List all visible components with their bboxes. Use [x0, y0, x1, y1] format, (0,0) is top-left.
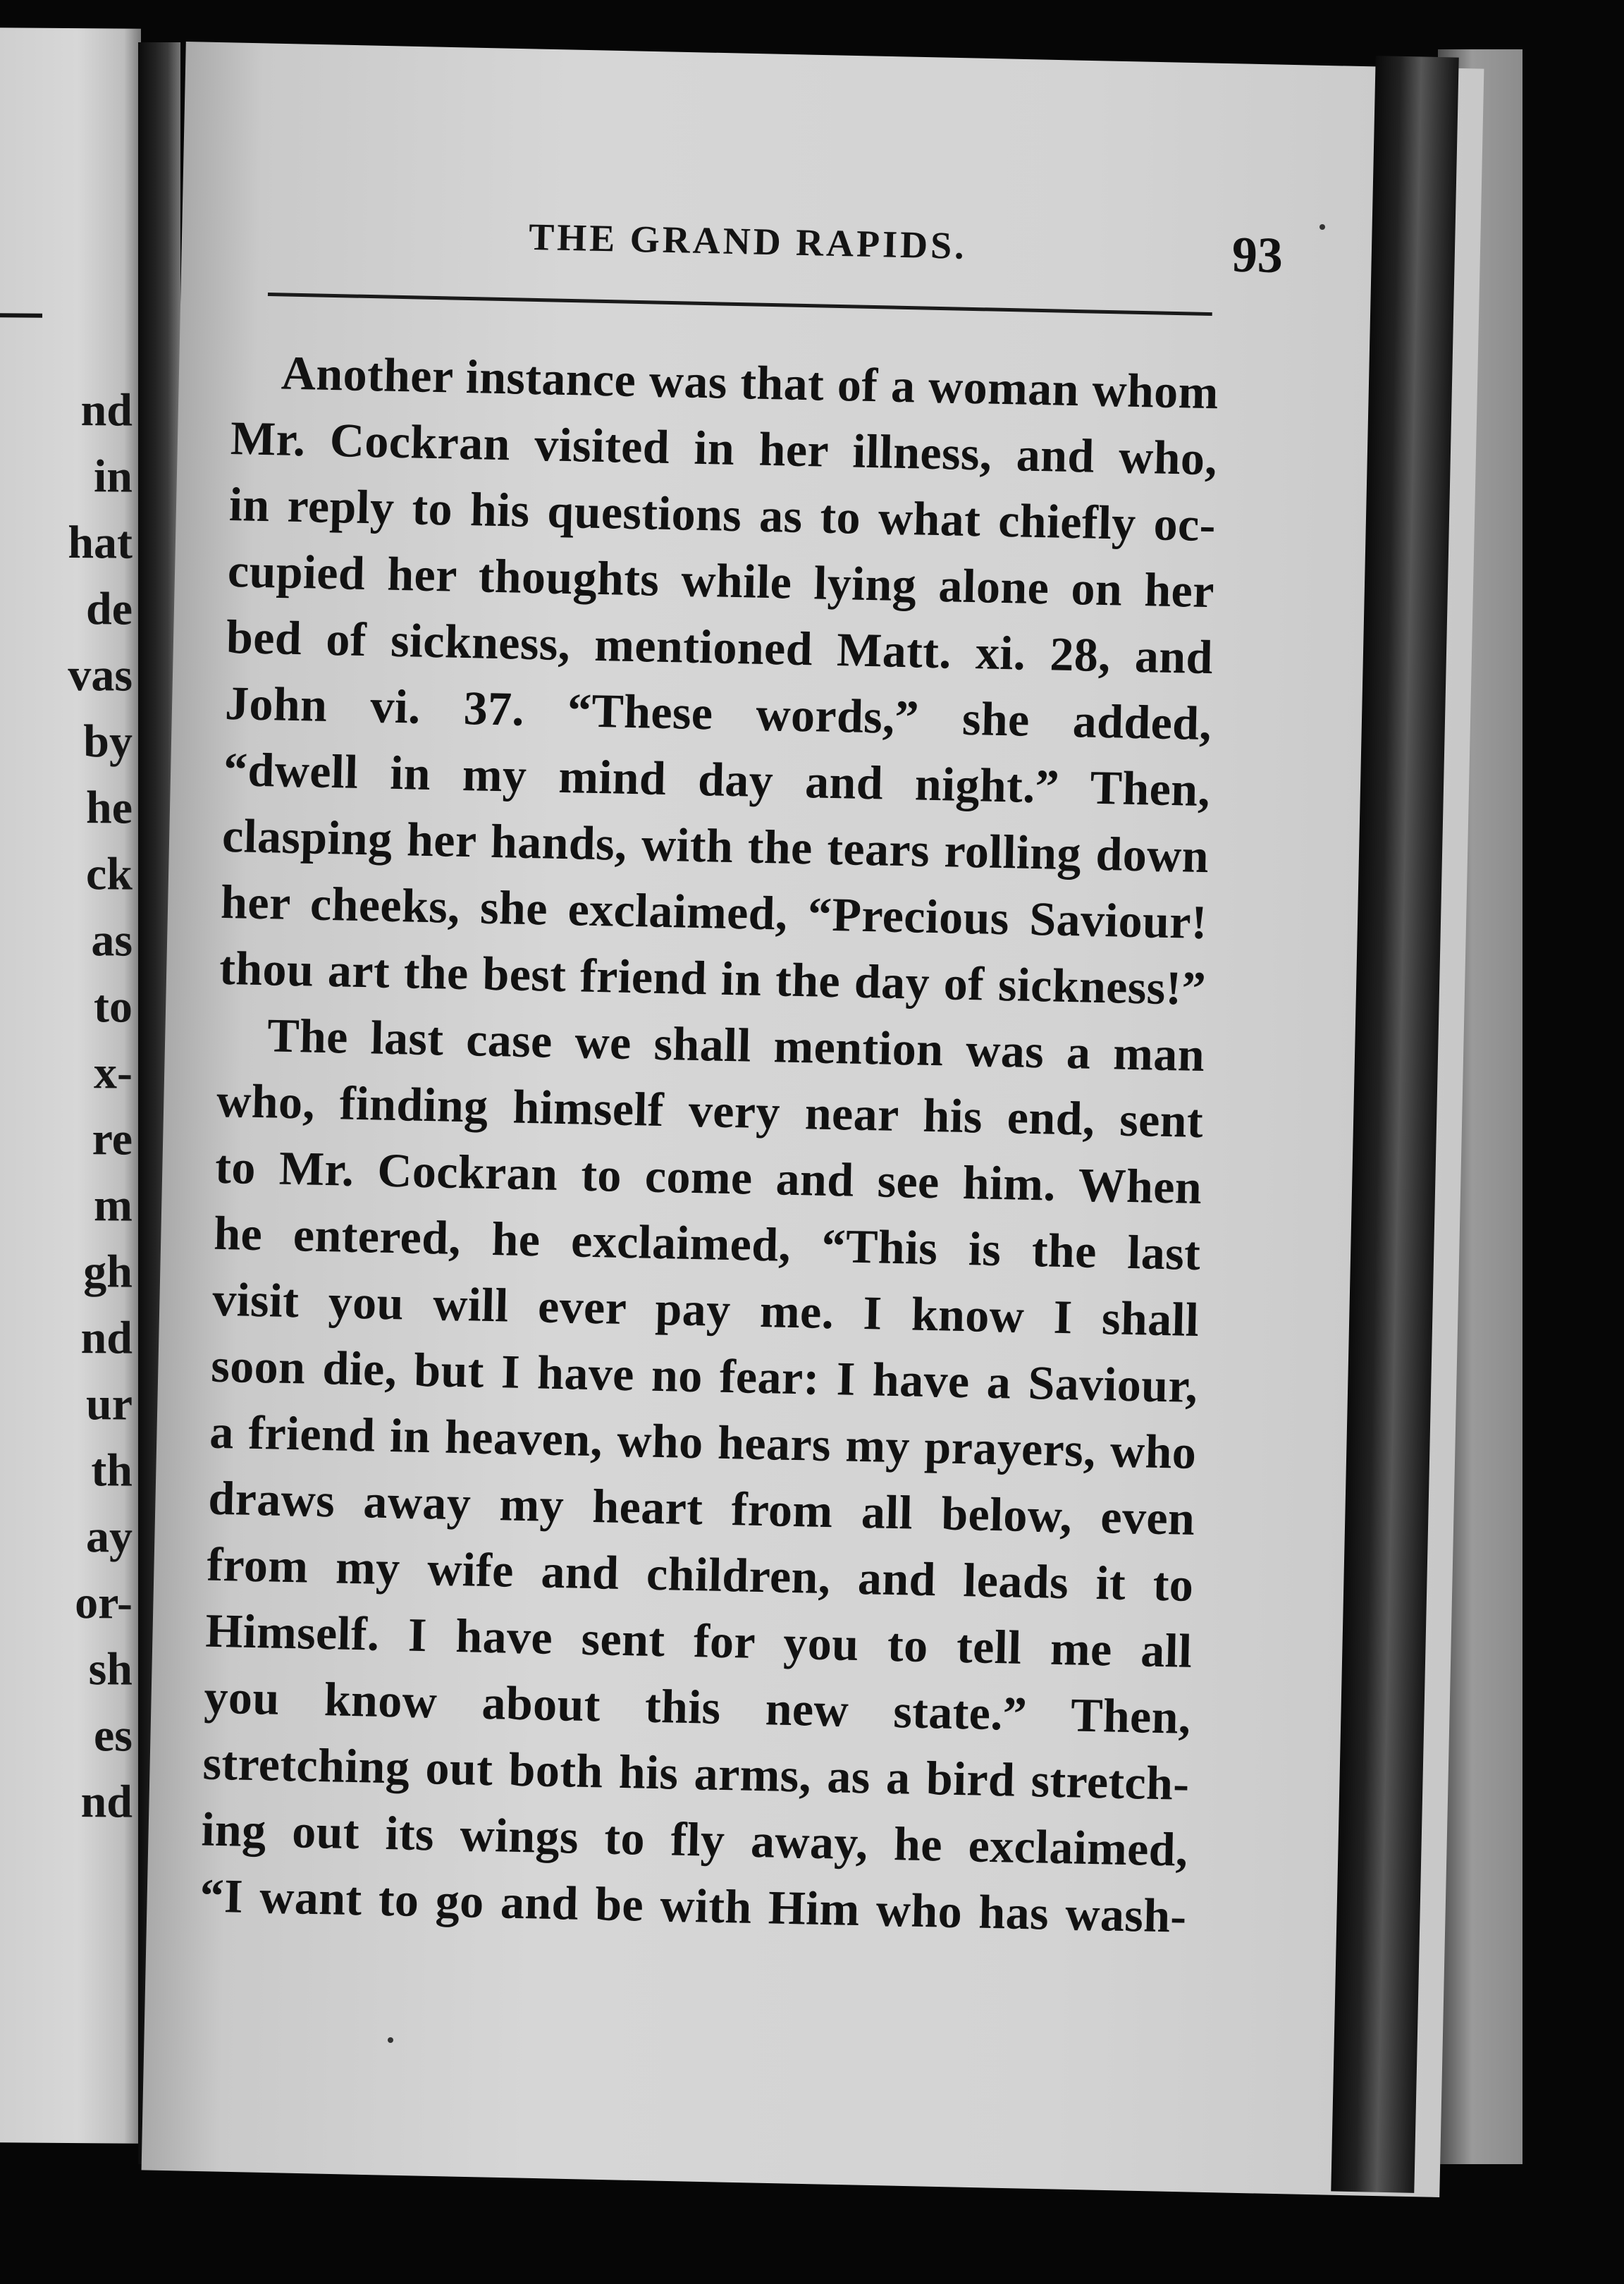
facing-page-fragment: nd: [80, 384, 133, 436]
text-line: who, finding himself very near his end, sent: [216, 1073, 1204, 1148]
facing-page-fragment: th: [91, 1444, 133, 1497]
facing-page-fragment: es: [94, 1709, 133, 1762]
facing-page-fragment: gh: [83, 1246, 133, 1298]
text-line: stretching out both his arms, as a bird stretch-: [202, 1736, 1191, 1810]
text-line: bed of sickness, mentioned Matt. xi. 28, and: [226, 609, 1214, 684]
facing-page-fragment: nd: [80, 1776, 133, 1828]
facing-page-line-fragments: [68, 377, 133, 1836]
text-line: The last case we shall mention was a man: [266, 1008, 1205, 1082]
facing-page-fragment: m: [94, 1179, 133, 1232]
facing-page-fragment: ur: [86, 1378, 133, 1430]
text-line: in reply to his questions as to what chiefly oc-: [228, 477, 1217, 552]
text-line: from my wife and children, and leads it to: [206, 1537, 1195, 1611]
facing-page-fragment: hat: [68, 516, 133, 569]
text-line: John vi. 37. “These words,” she added,: [224, 675, 1212, 751]
facing-page-fragment: vas: [68, 649, 133, 701]
body-text: [199, 338, 1219, 1949]
facing-page-fragment: ay: [86, 1511, 133, 1563]
text-line: to Mr. Cockran to come and see him. When: [214, 1139, 1202, 1215]
facing-page-fragment: ck: [86, 848, 133, 900]
facing-page-fragment: sh: [88, 1643, 133, 1695]
text-line: you know about this new state.” Then,: [203, 1669, 1192, 1744]
text-line: ing out its wings to fly away, he exclaimed,: [200, 1802, 1189, 1877]
facing-page: [0, 27, 141, 2143]
ink-speck: [1320, 224, 1325, 230]
facing-page-fragment: in: [93, 450, 133, 503]
ink-speck: [388, 2037, 393, 2043]
running-head: THE GRAND RAPIDS.: [528, 215, 968, 267]
page-number: 93: [1231, 226, 1284, 284]
facing-page-fragment: re: [92, 1113, 133, 1165]
text-line: Himself. I have sent for you to tell me all: [204, 1603, 1193, 1678]
text-line: he entered, he exclaimed, “This is the last: [213, 1205, 1201, 1281]
facing-page-fragment: he: [86, 782, 133, 834]
text-line: visit you will ever pay me. I know I shall: [211, 1272, 1200, 1347]
text-line: a friend in heaven, who hears my prayers, who: [209, 1404, 1198, 1479]
facing-page-fragment: as: [91, 914, 133, 966]
text-line: draws away my heart from all below, even: [207, 1471, 1196, 1545]
text-line: thou art the best friend in the day of sickness!”: [219, 940, 1207, 1016]
text-line: Another instance was that of a woman whom: [281, 345, 1219, 419]
facing-page-fragment: nd: [80, 1312, 133, 1364]
facing-page-fragment: x-: [94, 1047, 133, 1099]
text-line: soon die, but I have no fear: I have a Saviour,: [210, 1338, 1198, 1413]
text-line: Mr. Cockran visited in her illness, and who,: [230, 410, 1218, 486]
facing-page-fragment: or-: [75, 1577, 133, 1629]
text-line: clasping her hands, with the tears rolling down: [221, 808, 1210, 883]
text-line: cupied her thoughts while lying alone on her: [227, 543, 1215, 618]
text-line: “I want to go and be with Him who has wash-: [199, 1868, 1188, 1943]
facing-page-fragment: to: [94, 981, 133, 1033]
facing-page-rule: [0, 313, 42, 317]
facing-page-fragment: de: [86, 583, 133, 635]
facing-page-fragment: by: [83, 716, 133, 768]
text-line: “dwell in my mind day and night.” Then,: [223, 742, 1211, 817]
text-line: her cheeks, she exclaimed, “Precious Saviour!: [220, 874, 1208, 950]
